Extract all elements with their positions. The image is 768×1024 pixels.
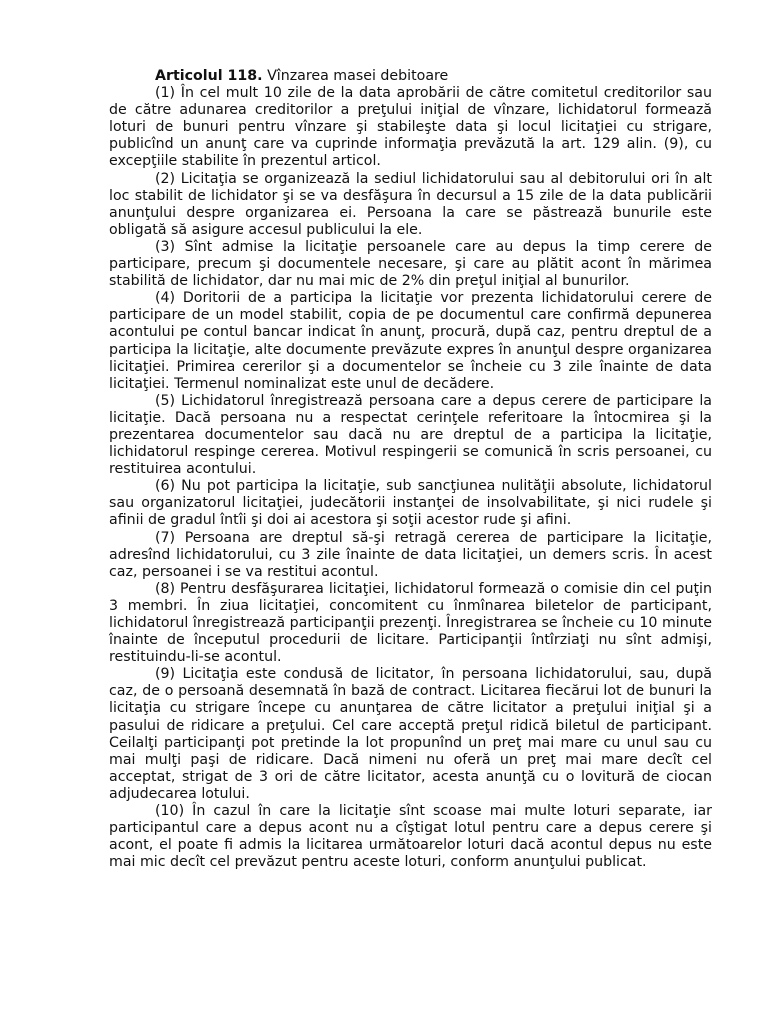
- paragraph-2: (2) Licitaţia se organizează la sediul lichidatorului sau al debitorului ori în alt loc stabilit de lichidator şi se va desfăşura în decursul a 15 zile de la data publicării anunţului despre organizarea ei. Persoana la care se păstrează bunurile este obligată să asigure accesul publicului la ele.: [109, 170, 712, 238]
- paragraph-10: (10) În cazul în care la licitaţie sînt scoase mai multe loturi separate, iar participantul care a depus acont nu a cîştigat lotul pentru care a depus cerere şi acont, el poate fi admis la licitarea următoarelor loturi dacă acontul depus nu este mai mic decît cel prevăzut pentru aceste loturi, conform anunţului publicat.: [109, 803, 712, 871]
- paragraph-1: (1) În cel mult 10 zile de la data aprobării de către comitetul creditorilor sau de către adunarea creditorilor a preţului iniţial de vînzare, lichidatorul formează loturi de bunuri pentru vînzare şi stabileşte data şi locul licitaţiei cu strigare, publicînd un anunţ care va cuprinde informaţia prevăzută la art. 129 alin. (9), cu excepţiile stabilite în prezentul articol.: [109, 85, 712, 170]
- paragraph-6: (6) Nu pot participa la licitaţie, sub sancţiunea nulităţii absolute, lichidatorul sau organizatorul licitaţiei, judecătorii instanţei de insolvabilitate, şi nici rudele şi afinii de gradul întîi şi doi ai acestora şi soţii acestor rude şi afini.: [109, 478, 712, 529]
- paragraph-5: (5) Lichidatorul înregistrează persoana care a depus cerere de participare la licitaţie. Dacă persoana nu a respectat cerinţele referitoare la întocmirea şi la prezentarea documentelor sau dacă nu are dreptul de a participa la licitaţie, lichidatorul respinge cererea. Motivul respingerii se comunică în scris persoanei, cu restituirea acontului.: [109, 392, 712, 478]
- document-page: [109, 68, 712, 871]
- article-title: Vînzarea masei debitoare: [267, 68, 449, 84]
- paragraph-4: (4) Doritorii de a participa la licitaţie vor prezenta lichidatorului cerere de participare de un model stabilit, copia de pe documentul care confirmă depunerea acontului pe contul bancar indicat în anunţ, procură, după caz, pentru dreptul de a participa la licitaţie, alte documente prevăzute expres în anunţul despre organizarea licitaţiei. Primirea cererilor şi a documentelor se încheie cu 3 zile înainte de data licitaţiei. Termenul nominalizat este unul de decădere.: [109, 290, 712, 392]
- article-number: Articolul 118.: [155, 68, 263, 84]
- paragraph-9: (9) Licitaţia este condusă de licitator, în persoana lichidatorului, sau, după caz, de o persoană desemnată în bază de contract. Licitarea fiecărui lot de bunuri la licitaţia cu strigare începe cu anunţarea de către licitator a preţului iniţial şi a pasului de ridicare a preţului. Cel care acceptă preţul ridică biletul de participant. Ceilalţi participanţi pot pretinde la lot propunînd un preţ mai mare cu unul sau cu mai mulţi paşi de ridicare. Dacă nimeni nu oferă un preţ mai mare decît cel acceptat, strigat de 3 ori de către licitator, acesta anunţă cu o lovitură de ciocan adjudecarea lotului.: [109, 666, 712, 802]
- paragraph-8: (8) Pentru desfăşurarea licitaţiei, lichidatorul formează o comisie din cel puţin 3 membri. În ziua licitaţiei, concomitent cu înmînarea biletelor de participant, lichidatorul înregistrează participanţii prezenţi. Înregistrarea se încheie cu 10 minute înainte de începutul procedurii de licitare. Participanţii întîrziaţi nu sînt admişi, restituindu-li-se acontul.: [109, 580, 712, 666]
- paragraph-7: (7) Persoana are dreptul să-şi retragă cererea de participare la licitaţie, adresînd lichidatorului, cu 3 zile înainte de data licitaţiei, un demers scris. În acest caz, persoanei i se va restitui acontul.: [109, 529, 712, 580]
- article-heading: [109, 68, 712, 85]
- paragraph-3: (3) Sînt admise la licitaţie persoanele care au depus la timp cerere de participare, precum şi documentele necesare, şi care au plătit acont în mărimea stabilită de lichidator, dar nu mai mic de 2% din preţul iniţial al bunurilor.: [109, 238, 712, 290]
